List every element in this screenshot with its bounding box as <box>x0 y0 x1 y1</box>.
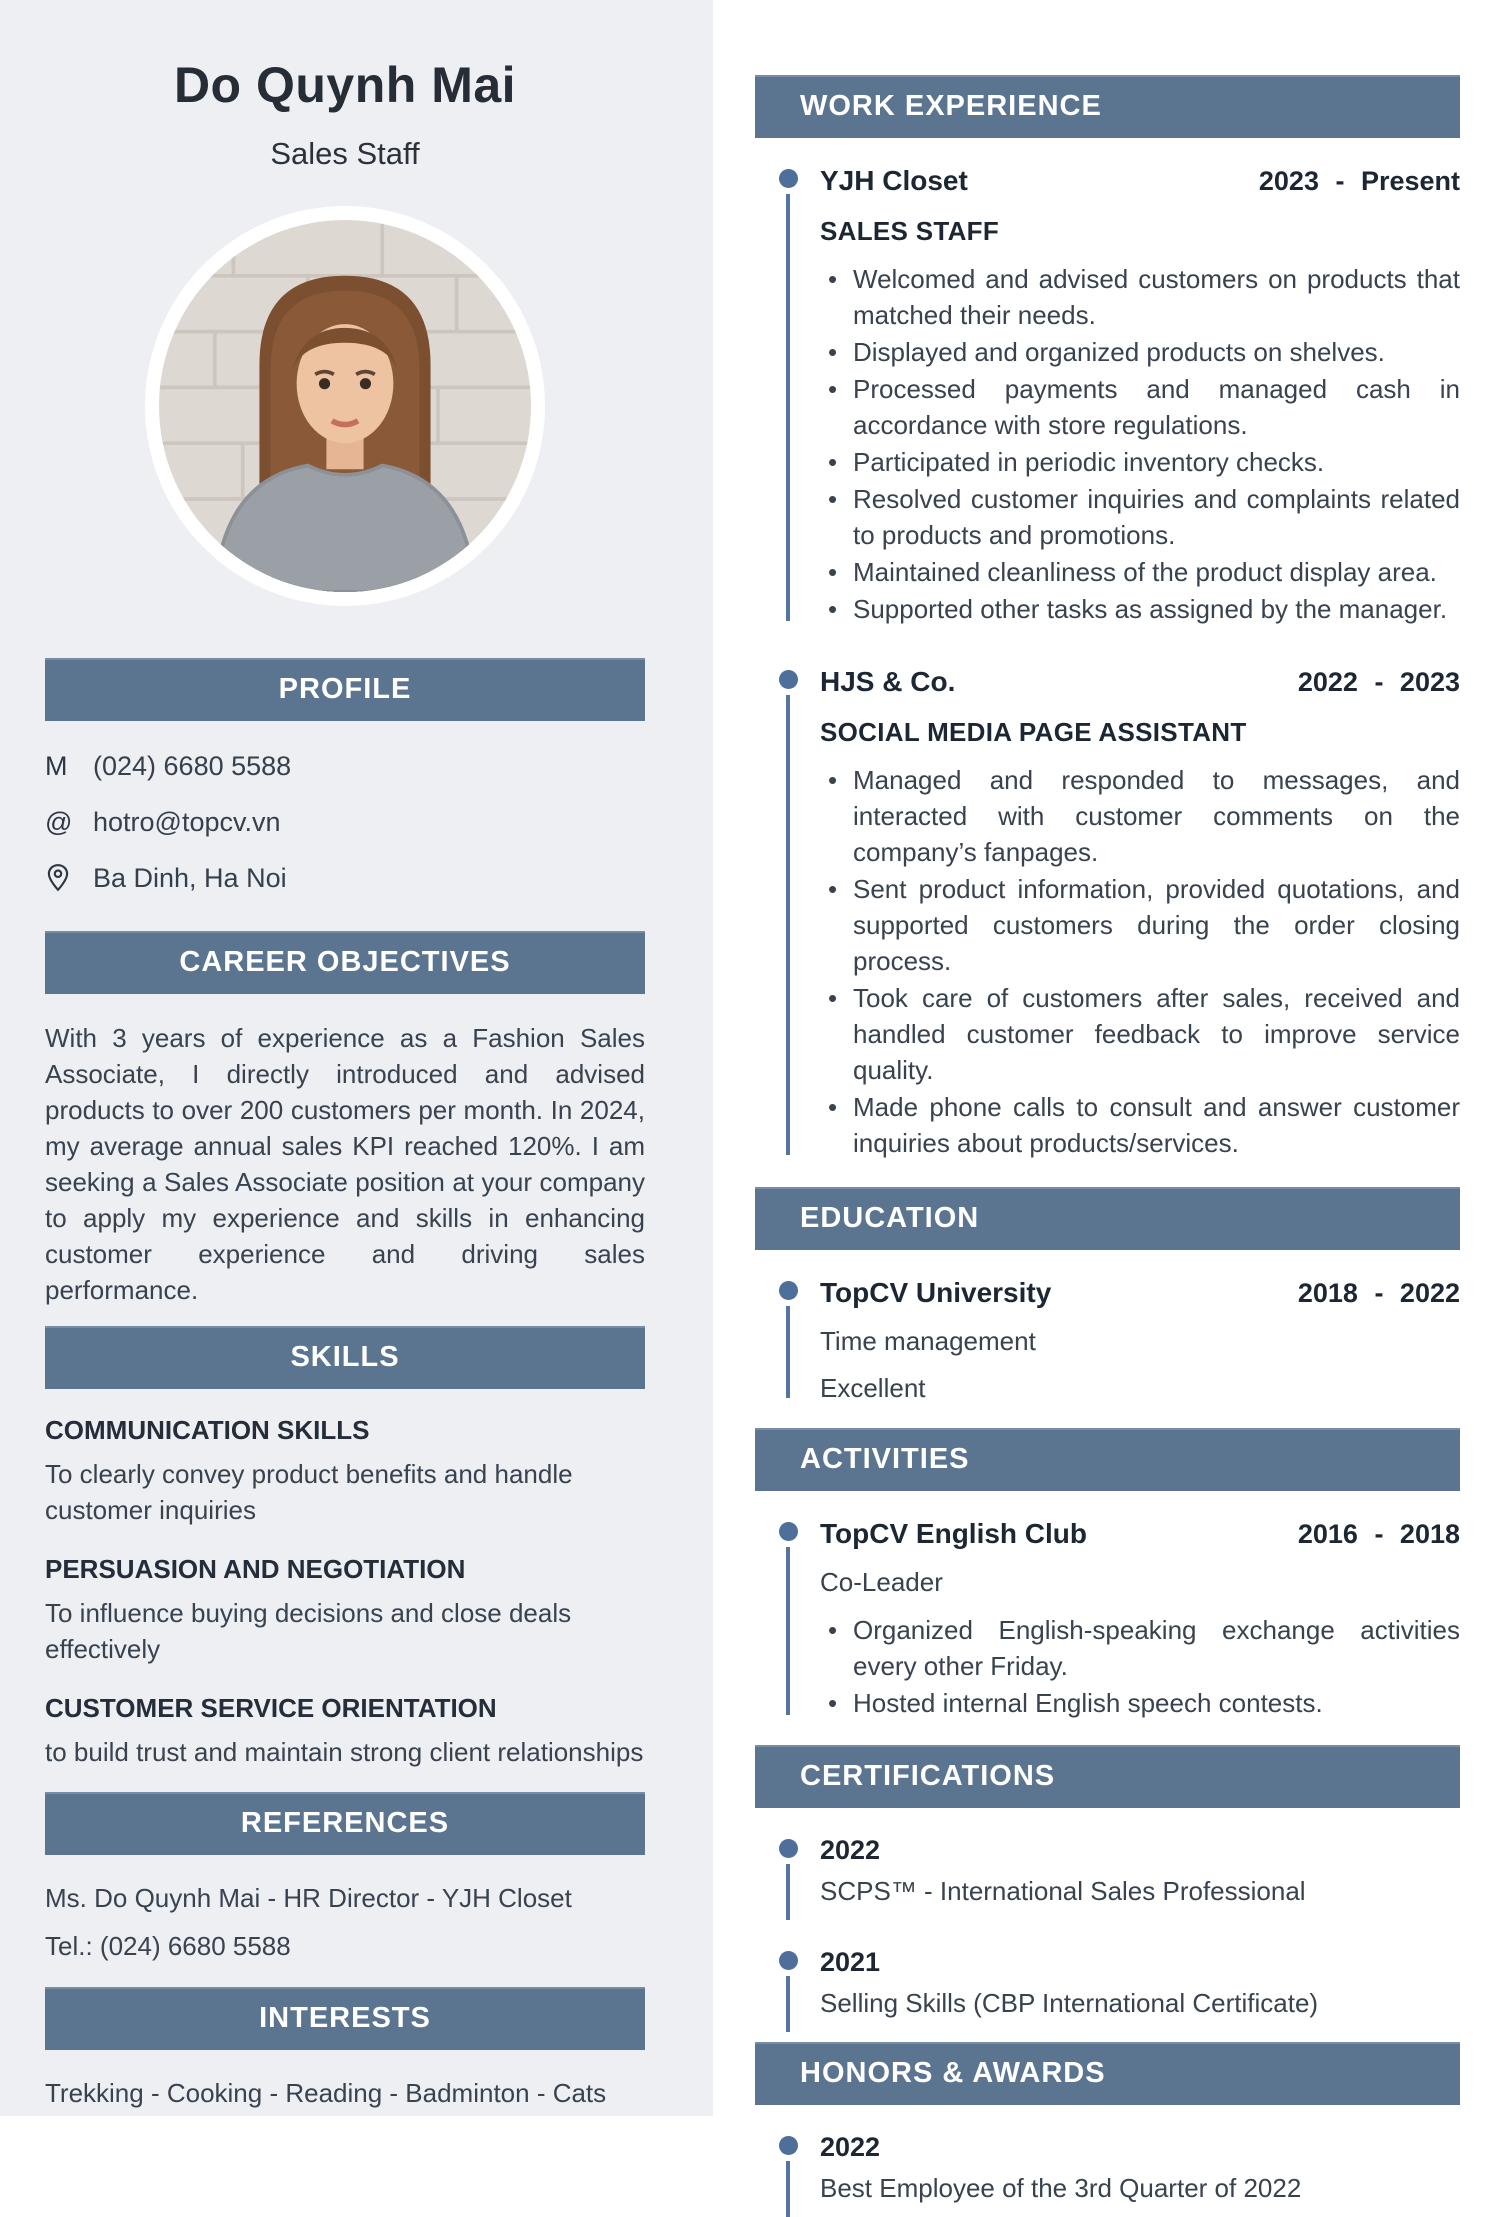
job-duty: • Processed payments and managed cash in accordance with store regulations. <box>820 371 1460 443</box>
phone-icon: M <box>45 750 68 781</box>
education-entry <box>755 1276 1460 1404</box>
education-detail: Time management <box>820 1326 1036 1356</box>
work-experience-entry <box>755 164 1460 627</box>
skill-description: To clearly convey product benefits and handle customer inquiries <box>45 1459 573 1525</box>
certification-entry <box>755 1834 1460 1908</box>
section-heading-activities <box>755 1428 1460 1491</box>
education-detail: Excellent <box>820 1373 926 1403</box>
contact-list <box>45 747 645 897</box>
activity-dates: 2016 - 2018 <box>1297 1519 1460 1549</box>
job-duty: • Made phone calls to consult and answer customer inquiries about products/services. <box>820 1089 1460 1161</box>
certification-year: 2021 <box>820 1947 881 1977</box>
interests-text: Trekking - Cooking - Reading - Badminton - Cats <box>45 2078 607 2108</box>
activity-entry <box>755 1517 1460 1721</box>
job-duty: • Sent product information, provided quotations, and supported customers during the order closing process. <box>820 871 1460 979</box>
job-duty: • Displayed and organized products on shelves. <box>820 334 1460 370</box>
skill-description: to build trust and maintain strong client relationships <box>45 1737 644 1767</box>
skill-name: CUSTOMER SERVICE ORIENTATION <box>45 1693 497 1723</box>
timeline-line <box>786 1306 790 1398</box>
honor-name: Best Employee of the 3rd Quarter of 2022 <box>820 2173 1302 2203</box>
job-duty: • Welcomed and advised customers on products that matched their needs. <box>820 261 1460 333</box>
timeline-line <box>786 194 790 621</box>
job-title: SALES STAFF <box>820 216 1000 246</box>
company-name: YJH Closet <box>820 165 968 196</box>
work-experience-heading-label: WORK EXPERIENCE <box>800 90 1102 122</box>
contact-location <box>45 859 645 897</box>
timeline-line <box>786 695 790 1155</box>
certification-entry <box>755 1946 1460 2020</box>
work-experience-entry <box>755 665 1460 1161</box>
section-heading-education <box>755 1187 1460 1250</box>
skills-list <box>45 1415 645 1770</box>
certifications-heading-label: CERTIFICATIONS <box>800 1760 1056 1792</box>
job-duty: • Supported other tasks as assigned by the manager. <box>820 591 1460 627</box>
location-pin-icon <box>45 863 93 893</box>
location-text: Ba Dinh, Ha Noi <box>93 862 287 893</box>
timeline-line <box>786 1547 790 1715</box>
section-heading-skills <box>45 1326 645 1389</box>
email-address: hotro@topcv.vn <box>93 806 281 837</box>
portrait-illustration <box>159 220 531 592</box>
email-icon: @ <box>45 806 73 837</box>
sidebar <box>0 0 713 2116</box>
job-duty: • Maintained cleanliness of the product display area. <box>820 554 1460 590</box>
skills-heading-label: SKILLS <box>290 1341 400 1373</box>
reference-line: Ms. Do Quynh Mai - HR Director - YJH Closet <box>45 1883 572 1913</box>
job-title: SOCIAL MEDIA PAGE ASSISTANT <box>820 717 1247 747</box>
career-objectives-heading-label: CAREER OBJECTIVES <box>179 946 511 978</box>
job-duty: • Took care of customers after sales, received and handled customer feedback to improve service quality. <box>820 980 1460 1088</box>
job-duty: • Participated in periodic inventory checks. <box>820 444 1460 480</box>
section-heading-certifications <box>755 1745 1460 1808</box>
certification-name: SCPS™ - International Sales Professional <box>820 1876 1306 1906</box>
phone-number: (024) 6680 5588 <box>93 750 292 781</box>
organization-name: TopCV English Club <box>820 1518 1088 1549</box>
section-heading-references <box>45 1792 645 1855</box>
skill-name: PERSUASION AND NEGOTIATION <box>45 1554 466 1584</box>
employment-dates: 2022 - 2023 <box>1297 667 1460 697</box>
references-heading-label: REFERENCES <box>240 1807 450 1839</box>
honors-awards-heading-label: HONORS & AWARDS <box>800 2057 1106 2089</box>
activity-item: • Hosted internal English speech contests. <box>820 1685 1460 1721</box>
section-heading-work-experience <box>755 75 1460 138</box>
company-name: HJS & Co. <box>820 666 956 697</box>
timeline-line <box>786 1976 790 2032</box>
contact-phone <box>45 747 645 785</box>
candidate-job-title: Sales Staff <box>270 136 420 171</box>
education-heading-label: EDUCATION <box>800 1202 980 1234</box>
reference-line: Tel.: (024) 6680 5588 <box>45 1931 291 1961</box>
skill-name: COMMUNICATION SKILLS <box>45 1415 370 1445</box>
timeline-line <box>786 2161 790 2217</box>
employment-dates: 2023 - Present <box>1258 166 1460 196</box>
job-duties-list <box>820 261 1460 627</box>
career-objectives-text: With 3 years of experience as a Fashion Sales Associate, I directly introduced and advised products to over 200 customers per month. In 2024, my average annual sales KPI reached 120%. I am seeking a Sales Associate position at your company to apply my experience and skills in enhancing customer experience and driving sales performance. <box>45 1023 645 1305</box>
job-duty: • Resolved customer inquiries and complaints related to products and promotions. <box>820 481 1460 553</box>
timeline-line <box>786 1864 790 1920</box>
honor-entry <box>755 2131 1460 2205</box>
section-heading-profile <box>45 658 645 721</box>
certification-year: 2022 <box>820 1835 881 1865</box>
education-dates: 2018 - 2022 <box>1297 1278 1460 1308</box>
job-duties-list <box>820 762 1460 1161</box>
activity-list <box>820 1612 1460 1721</box>
section-heading-honors-awards <box>755 2042 1460 2105</box>
job-duty: • Managed and responded to messages, and interacted with customer comments on the company’s fanpages. <box>820 762 1460 870</box>
honor-year: 2022 <box>820 2132 881 2162</box>
main-column <box>713 0 1500 2203</box>
skill-description: To influence buying decisions and close deals effectively <box>45 1598 572 1664</box>
certification-name: Selling Skills (CBP International Certificate) <box>820 1988 1319 2018</box>
activities-heading-label: ACTIVITIES <box>800 1443 970 1475</box>
activity-role: Co-Leader <box>820 1567 943 1597</box>
school-name: TopCV University <box>820 1277 1052 1308</box>
candidate-name: Do Quynh Mai <box>173 57 517 113</box>
section-heading-interests <box>45 1987 645 2050</box>
interests-heading-label: INTERESTS <box>259 2002 431 2034</box>
contact-email <box>45 803 645 841</box>
section-heading-career-objectives <box>45 931 645 994</box>
activity-item: • Organized English-speaking exchange activities every other Friday. <box>820 1612 1460 1684</box>
profile-photo <box>145 206 545 606</box>
profile-heading-label: PROFILE <box>278 673 412 705</box>
